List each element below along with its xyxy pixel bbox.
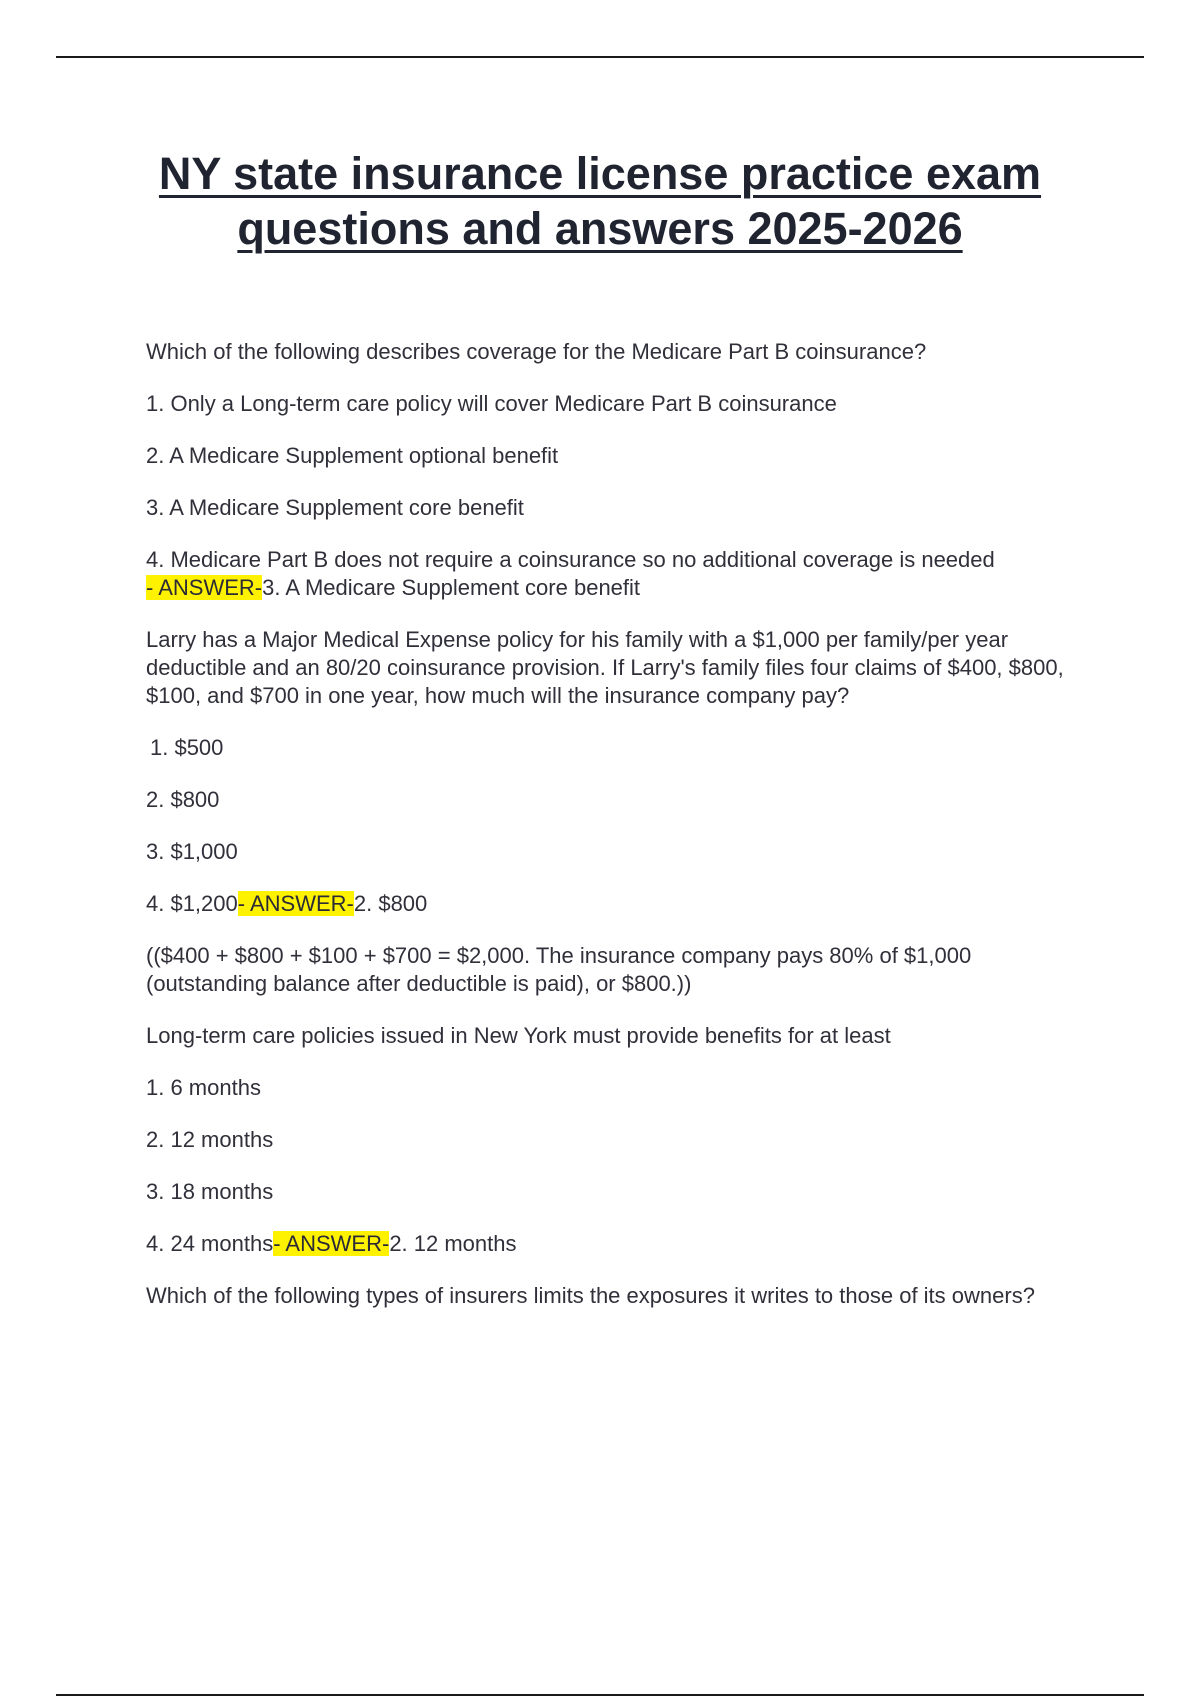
bottom-rule bbox=[56, 1694, 1144, 1696]
answer-marker: - ANSWER- bbox=[237, 891, 354, 916]
explanation: (($400 + $800 + $100 + $700 = $2,000. The insurance company pays 80% of $1,000 (outstanding balance after deductible is paid), or $800.)) bbox=[146, 943, 972, 996]
option: 3. 18 months bbox=[146, 1179, 274, 1204]
option: 2. A Medicare Supplement optional benefit bbox=[146, 443, 559, 468]
option: 4. $1,200 bbox=[146, 891, 238, 916]
question-text: Long-term care policies issued in New York must provide benefits for at least bbox=[146, 1023, 891, 1048]
question-text: Larry has a Major Medical Expense policy for his family with a $1,000 per family/per year deductible and an 80/20 coinsurance provision. If Larry's family files four claims of $400, $800, $100, and $700 in one year, how much will the insurance company pay? bbox=[146, 627, 1064, 708]
option-with-answer bbox=[146, 890, 1086, 918]
option: 3. A Medicare Supplement core benefit bbox=[146, 495, 524, 520]
question-block bbox=[146, 626, 1086, 998]
answer-marker: - ANSWER- bbox=[273, 1231, 390, 1256]
option: 3. $1,000 bbox=[146, 839, 238, 864]
option: 2. 12 months bbox=[146, 1127, 274, 1152]
document-title: NY state insurance license practice exam questions and answers 2025-2026 bbox=[158, 148, 1042, 254]
answer: 2. 12 months bbox=[389, 1231, 517, 1256]
answer: 3. A Medicare Supplement core benefit bbox=[262, 575, 641, 600]
top-rule bbox=[56, 56, 1144, 58]
answer: 2. $800 bbox=[353, 891, 428, 916]
option-with-answer bbox=[146, 1230, 1086, 1258]
question-text: Which of the following describes coverage for the Medicare Part B coinsurance? bbox=[146, 339, 927, 364]
document-body bbox=[146, 338, 1086, 1334]
option: 1. $500 bbox=[150, 735, 224, 760]
question-block bbox=[146, 1282, 1086, 1310]
option: 1. Only a Long-term care policy will cover Medicare Part B coinsurance bbox=[146, 391, 837, 416]
option: 2. $800 bbox=[146, 787, 220, 812]
question-block bbox=[146, 338, 1086, 602]
option: 4. 24 months bbox=[146, 1231, 274, 1256]
answer-marker: - ANSWER- bbox=[146, 575, 263, 600]
question-block bbox=[146, 1022, 1086, 1258]
option: 4. Medicare Part B does not require a coinsurance so no additional coverage is needed bbox=[146, 547, 995, 572]
option-with-answer bbox=[146, 546, 1086, 602]
option: 1. 6 months bbox=[146, 1075, 261, 1100]
question-text: Which of the following types of insurers limits the exposures it writes to those of its owners? bbox=[146, 1283, 1035, 1308]
